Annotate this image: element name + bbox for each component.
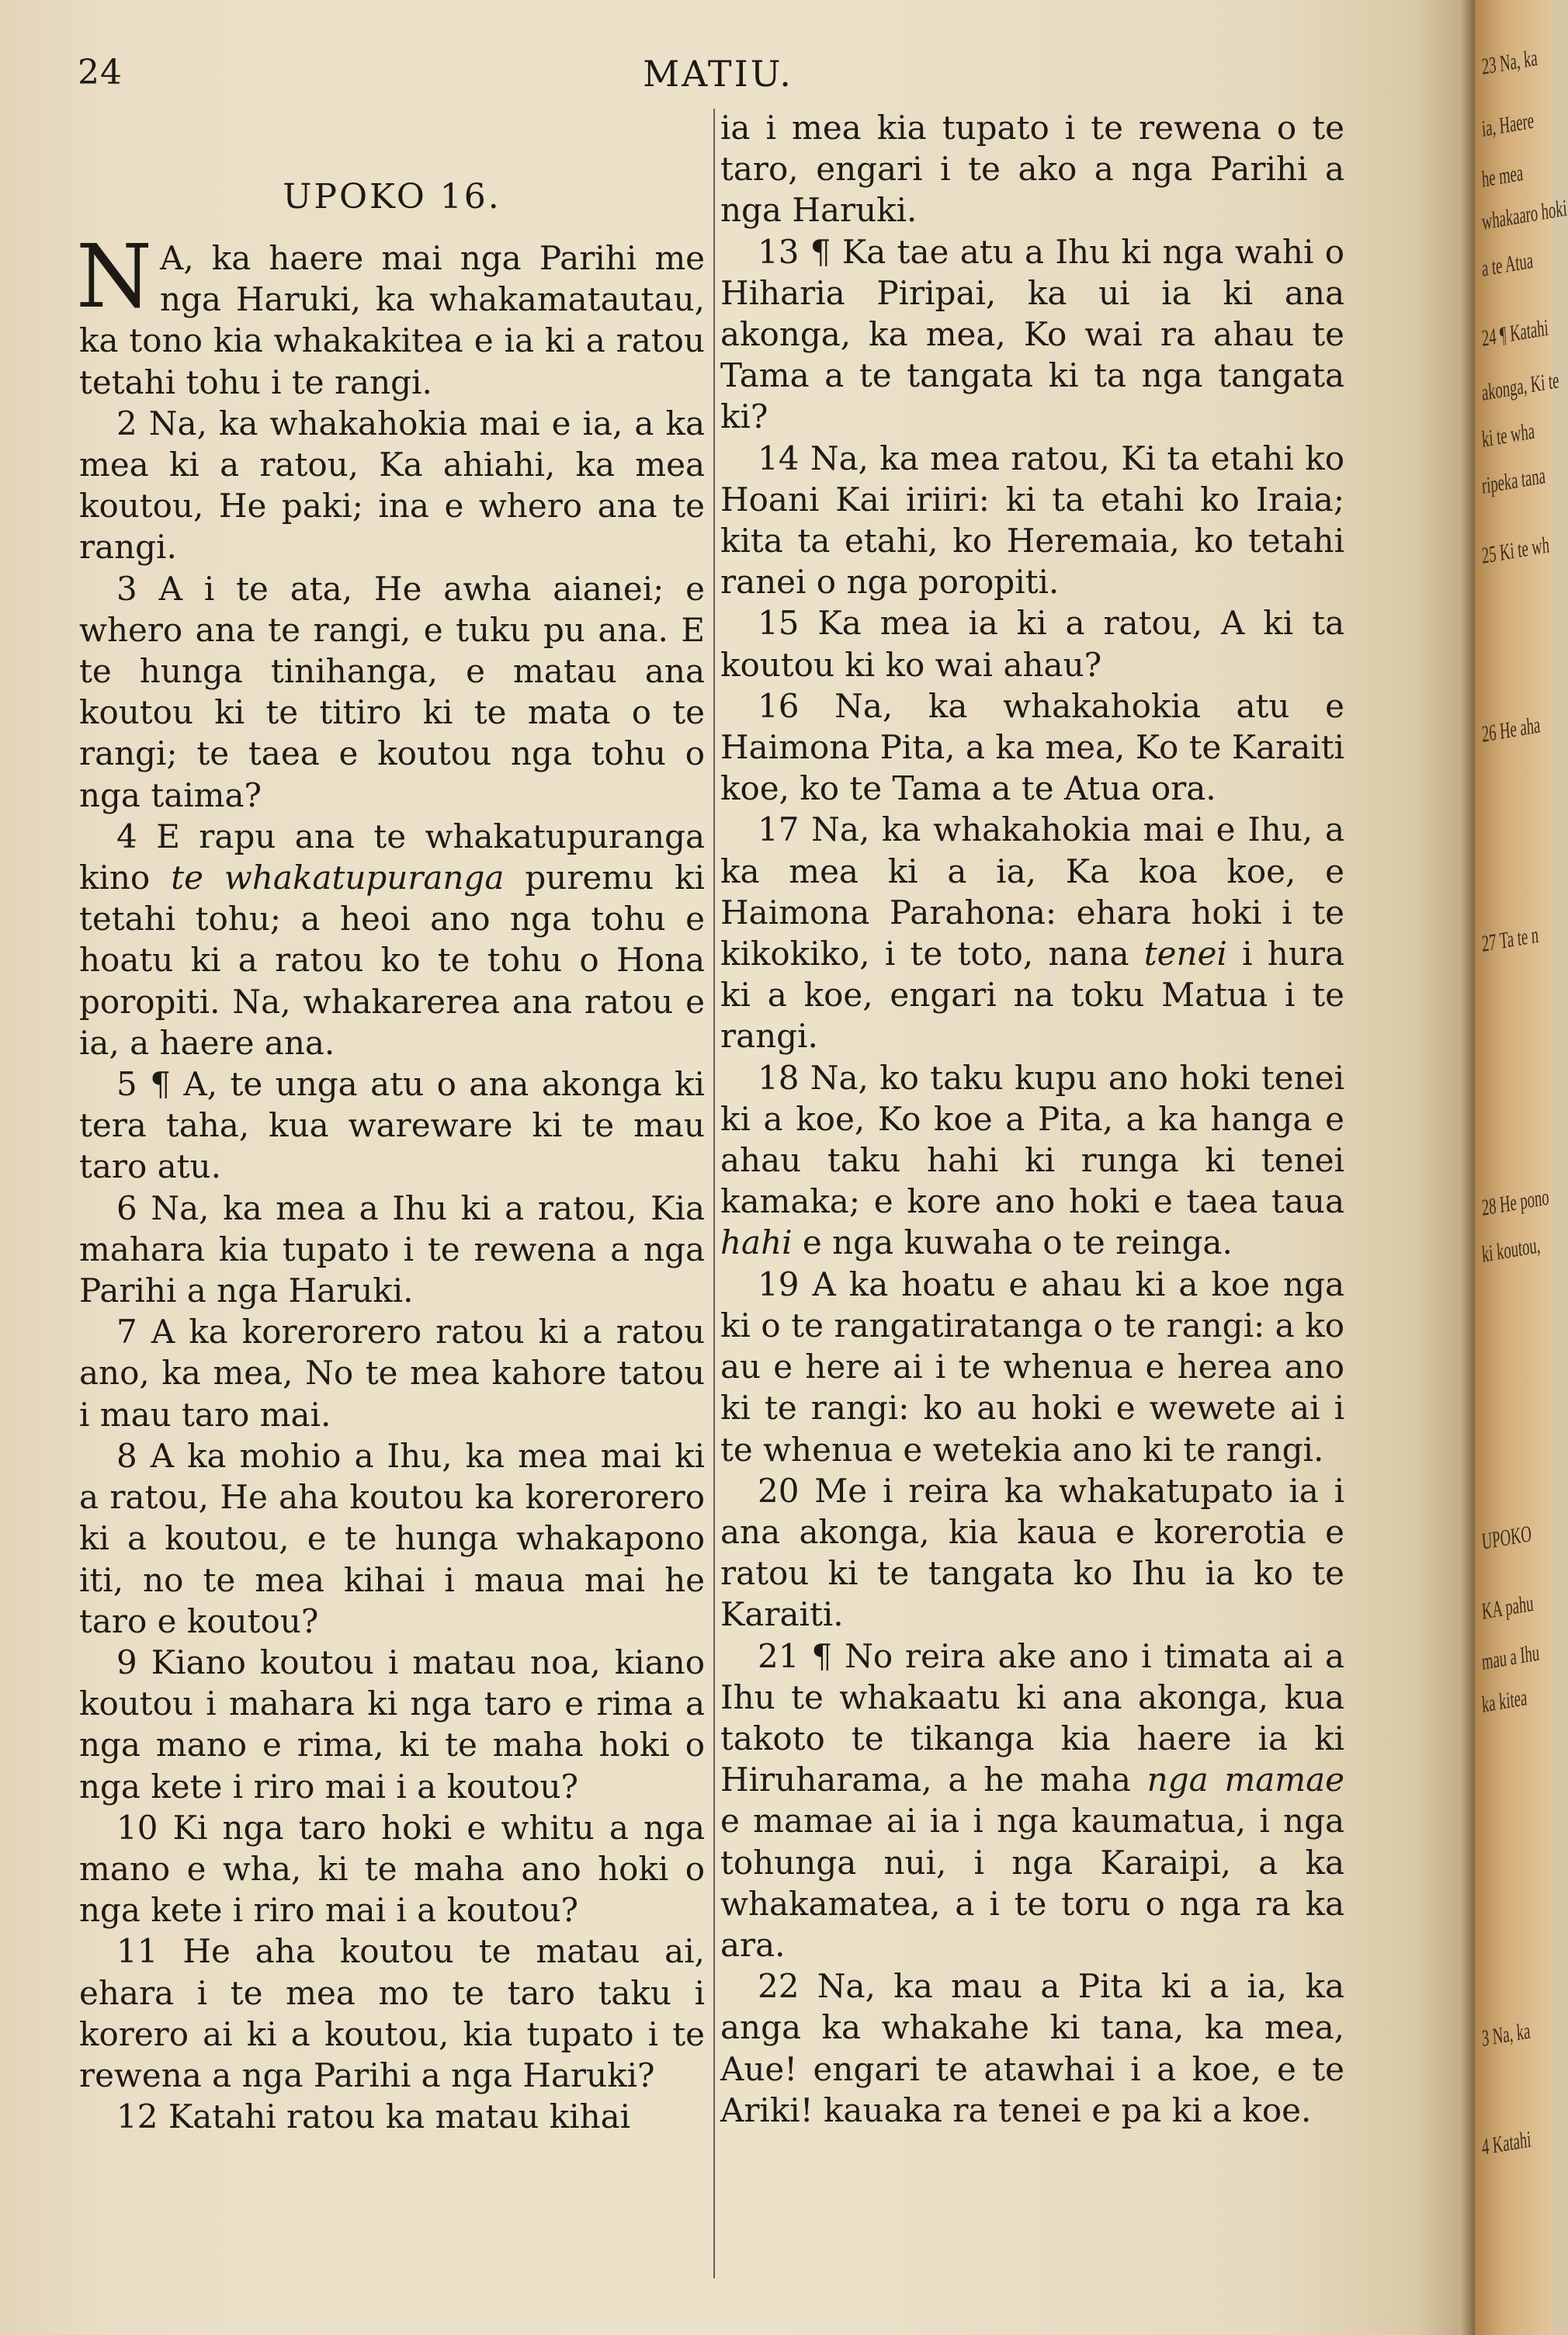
verse-number: 8 [116,1436,137,1475]
next-page-fragment: UPOKO [1481,1521,1532,1555]
next-page-fragment: ki te wha [1481,418,1535,453]
verse-10 [79,1807,705,1931]
verse-text: e mamae ai ia i nga kaumatua, i nga tohunga nui, i nga Karaipi, a ka whakamatea, a i te toru o nga ra ka ara. [720,1802,1344,1964]
verse-13 [720,231,1344,438]
page-header [78,53,1358,99]
verse-7 [79,1311,705,1435]
verse-number: 18 [758,1058,800,1097]
next-page-fragment: ripeka tana [1481,463,1546,499]
verse-text: Ki nga taro hoki e whitu a nga mano e wha, ki te maha ano hoki o nga kete i riro mai i a koutou? [79,1808,705,1930]
verse-11 [79,1931,705,2096]
verse-number: 16 [758,686,800,725]
verse-number: 21 [758,1636,800,1675]
verse-text: Na, ka whakahokia mai e ia, a ka mea ki a ratou, Ka ahiahi, ka mea koutou, He paki; ina e whero ana te rangi. [79,404,705,567]
verse-5 [79,1063,705,1188]
verse-4 [79,816,705,1063]
verse-text: E rapu ana te whakatupuranga kino [79,817,706,897]
verse-text: ¶ A, te unga atu o ana akonga ki tera taha, kua wareware ki te mau taro atu. [79,1065,705,1186]
next-page-fragment: whakaaro hoki [1481,195,1568,235]
verse-text: A i te ata, He awha aianei; e whero ana te rangi, e tuku pu ana. E te hunga tinihanga, e matau ana koutou ki te titiro ki te mata o te rangi; te taea e koutou nga tohu o nga taima? [79,569,705,814]
verse-9 [79,1642,705,1807]
next-page-fragment: ka kitea [1481,1684,1528,1718]
next-page-fragment: akonga, Ki te [1481,367,1560,406]
verse-text: Na, ka mea ratou, Ki ta etahi ko Hoani Kai iriiri: ki ta etahi ko Iraia; kita ta etahi, ko Heremaia, ko tetahi ranei o nga poropiti. [720,439,1344,602]
next-page-fragment: ki koutou, [1481,1232,1542,1268]
next-page-fragment: 23 Na, ka [1481,44,1539,80]
verse-number: 19 [758,1265,800,1303]
verse-text: i hura ki a koe, engari na toku Matua i te rangi. [720,935,1344,1056]
verse-18 [720,1057,1344,1264]
verse-number: 3 [116,569,137,608]
verse-italic-text: te whakatupuranga [171,859,505,897]
verse-17 [720,809,1344,1056]
verse-20 [720,1470,1344,1636]
verse-text: Ka mea ia ki a ratou, A ki ta koutou ki ko wai ahau? [720,604,1344,684]
verse-number: 17 [758,810,800,849]
next-page-fragment: 4 Katahi [1481,2126,1532,2160]
page-number: 24 [78,53,123,92]
next-page-fragment: he mea [1481,160,1525,193]
verse-19 [720,1264,1344,1470]
verse-number: 4 [116,817,137,855]
next-page-fragment: 28 He pono [1481,1184,1550,1221]
verse-number: 22 [758,1967,800,2006]
verse-12 [79,2096,705,2137]
verse-12-continuation: ia i mea kia tupato i te rewena o te taro, engari i te ako a nga Parihi a nga Haruki. [720,109,1344,230]
verse-22 [720,1965,1344,2131]
verse-text: A ka mohio a Ihu, ka mea mai ki a ratou, He aha koutou ka korerorero ki a koutou, e te hunga whakapono iti, no te mea kihai i maua mai he taro e koutou? [79,1436,705,1640]
verse-15 [720,602,1344,685]
verse-text: He aha koutou te matau ai, ehara i te mea mo te taro taku i korero ai ki a koutou, kia tupato i te rewena a nga Parihi a nga Haruki? [79,1932,705,2094]
verse-number: 10 [116,1808,158,1847]
verse-number: 12 [116,2097,158,2136]
verse-text: ¶ No reira ake ano i timata ai a Ihu te whakaatu ki ana akonga, kua takoto te tikanga kia haere ia ki Hiruharama, a he maha [720,1636,1344,1799]
next-page-fragment: 27 Ta te n [1481,921,1539,957]
verse-2 [79,403,705,568]
next-page-fragment: 25 Ki te wh [1481,532,1550,569]
verse-italic-text: tenei [1143,935,1227,973]
verse-21 [720,1636,1344,1966]
verse-text: e nga kuwaha o te reinga. [792,1223,1233,1262]
verse-number: 14 [758,439,800,477]
verse-14 [720,438,1344,603]
column-divider [713,109,715,2278]
next-page-edge [1475,0,1568,2335]
verse-text: Na, ka whakahokia atu e Haimona Pita, a ka mea, Ko te Karaiti koe, ko te Tama a te Atua ora. [720,686,1344,808]
next-page-fragment: 26 He aha [1481,712,1542,748]
next-page-fragment: 24 ¶ Katahi [1481,314,1549,352]
next-page-fragment: mau a Ihu [1481,1639,1541,1675]
verse-text: Me i reira ka whakatupato ia i ana akonga, kia kaua e korerotia e ratou ki te tangata ko Ihu ia ko te Karaiti. [720,1471,1344,1634]
verse-1 [76,227,705,403]
verse-number: 7 [116,1313,137,1351]
next-page-fragment: a te Atua [1481,247,1534,282]
verse-number: 9 [116,1643,137,1681]
verse-number: 13 [758,232,800,271]
chapter-title: UPOKO 16. [283,177,501,217]
verse-italic-text: nga mamae [1147,1761,1344,1799]
verse-number: 6 [116,1188,137,1227]
drop-cap: N [76,227,152,328]
verse-text: A, ka haere mai nga Parihi me nga Haruki, ka whakamatautau, ka tono kia whakakitea e ia ki a ratou tetahi tohu i te rangi. [79,239,705,401]
verse-number: 15 [758,604,800,643]
verse-italic-text: hahi [720,1223,793,1262]
left-column [76,107,706,2137]
running-head: MATIU. [643,53,793,95]
verse-text: Na, ka mea a Ihu ki a ratou, Kia mahara kia tupato i te rewena a nga Parihi a nga Haruki. [79,1188,705,1310]
next-page-fragment: KA pahu [1481,1590,1535,1625]
verse-6 [79,1188,705,1312]
verse-8 [79,1435,705,1642]
verse-number: 20 [758,1471,800,1510]
verse-text: Na, ko taku kupu ano hoki tenei ki a koe, Ko koe a Pita, a ka hanga e ahau taku hahi ki runga ki tenei kamaka; e kore ano hoki e taea taua [720,1058,1344,1221]
verse-3 [79,568,705,816]
verse-text: Katahi ratou ka matau kihai [168,2097,631,2136]
next-page-fragment: 3 Na, ka [1481,2018,1532,2052]
verse-text: A ka hoatu e ahau ki a koe nga ki o te rangatiratanga o te rangi: a ko au e here ai i te whenua e herea ano ki te rangi: ko au hoki e wewete ai i te whenua e wetekia ano ki te rangi. [720,1265,1344,1469]
verse-text: A ka korerorero ratou ki a ratou ano, ka mea, No te mea kahore tatou i mau taro mai. [79,1313,705,1434]
verse-text: Na, ka whakahokia mai e Ihu, a ka mea ki a ia, Ka koa koe, e Haimona Parahona: ehara hoki i te kikokiko, i te toto, nana [720,810,1344,973]
next-page-fragment: ia, Haere [1481,107,1535,142]
right-column [720,107,1344,2131]
verse-text: ¶ Ka tae atu a Ihu ki nga wahi o Hiharia Piripai, ka ui ia ki ana akonga, ka mea, Ko wai ra ahau te Tama a te tangata ki ta nga tangata ki? [720,232,1344,436]
verse-16 [720,685,1344,810]
verse-text: Kiano koutou i matau noa, kiano koutou i mahara ki nga taro e rima a nga mano e rima, ki te maha hoki o nga kete i riro mai i a koutou? [79,1643,705,1806]
verse-text: Na, ka mau a Pita ki a ia, ka anga ka whakahe ki tana, ka mea, Aue! engari te atawhai i a koe, e te Ariki! kauaka ra tenei e pa ki a koe. [720,1967,1344,2129]
verse-number: 5 [116,1065,137,1104]
verse-number: 11 [116,1932,158,1971]
verse-text: puremu ki tetahi tohu; a heoi ano nga tohu e hoatu ki a ratou ko te tohu o Hona poropiti. Na, whakarerea ana ratou e ia, a haere ana. [79,859,705,1062]
verse-number: 2 [116,404,137,442]
